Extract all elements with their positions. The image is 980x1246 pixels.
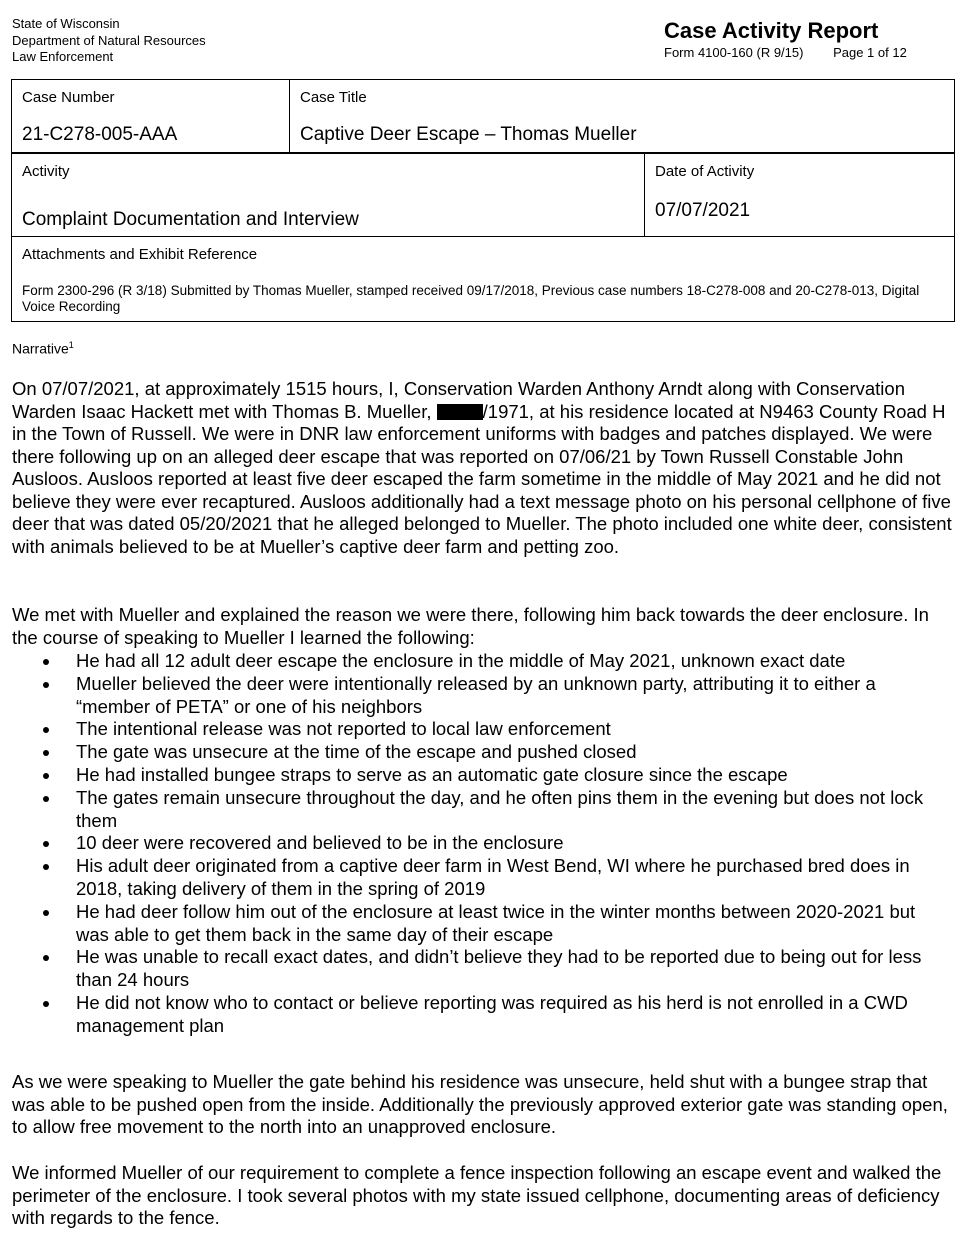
report-title: Case Activity Report [664, 18, 879, 43]
list-item-text: He had all 12 adult deer escape the enclosure in the middle of May 2021, unknown exact date [76, 650, 846, 671]
list-item [12, 764, 952, 787]
attachments-row [11, 236, 955, 322]
narrative-paragraph-2: We met with Mueller and explained the reason we were there, following him back towards the deer enclosure. In the course of speaking to Mueller I learned the following: [12, 604, 929, 648]
list-item-text: Mueller believed the deer were intentionally released by an unknown party, attributing it to either a “member of PETA” or one of his neighbors [76, 672, 876, 717]
bullet-icon [43, 796, 49, 802]
list-item [12, 832, 952, 855]
case-row [11, 79, 955, 153]
list-item [12, 855, 952, 901]
date-of-activity-label: Date of Activity [655, 163, 755, 180]
list-item [12, 901, 952, 947]
date-of-activity-value: 07/07/2021 [655, 200, 751, 221]
narrative-label-text: Narrative [12, 340, 69, 357]
list-item [12, 673, 952, 719]
case-title-value: Captive Deer Escape – Thomas Mueller [300, 124, 637, 145]
agency-line-department: Department of Natural Resources [12, 32, 206, 48]
bullet-icon [43, 682, 49, 688]
narrative-p1-part-1: On 07/07/2021, at approximately 1515 hours, I, Conservation Warden Anthony Arndt along with Conservation Warden Isaac Hackett met with Thomas B. Mueller, [12, 378, 905, 422]
narrative-label [12, 340, 74, 357]
list-item-text: 10 deer were recovered and believed to be in the enclosure [76, 832, 564, 854]
list-item-text: He had installed bungee straps to serve as an automatic gate closure since the escape [76, 763, 788, 785]
list-item [12, 992, 952, 1038]
list-item-text: He was unable to recall exact dates, and didn’t believe they had to be reported due to being out for less than 24 hours [76, 946, 922, 991]
case-number-value: 21-C278-005-AAA [22, 124, 178, 145]
page-number: Page 1 of 12 [833, 45, 907, 60]
narrative-p1-part-2: /1971, at his residence located at N9463 County Road H in the Town of Russell. We were in DNR law enforcement uniforms with badges and patches displayed. We were there following up on an alleged deer escape that was reported on 07/06/21 by Town Russell Constable John Ausloos. Ausloos reported at least five deer escaped the farm sometime in the middle of May 2021 and he did not believe they were ever recaptured. Ausloos additionally had a text message photo on his personal cellphone of five deer that was dated 05/20/2021 that he alleged belonged to Mueller. The photo included one white deer, consistent with animals believed to be at Mueller’s captive deer farm and petting zoo. [12, 400, 952, 557]
list-item-text: The gates remain unsecure throughout the day, and he often pins them in the evening but does not lock them [76, 786, 924, 831]
list-item [12, 718, 952, 741]
bullet-icon [43, 864, 49, 870]
list-item [12, 787, 952, 833]
list-item [12, 946, 952, 992]
attachments-text: Form 2300-296 (R 3/18) Submitted by Thomas Mueller, stamped received 09/17/2018, Previous case numbers 18-C278-008 and 20-C278-013, Digital Voice Recording [22, 283, 920, 314]
agency-line-state: State of Wisconsin [12, 16, 120, 31]
activity-row [11, 153, 955, 237]
list-item-text: He had deer follow him out of the enclosure at least twice in the winter months between 2020-2021 but was able to get them back in the same day of their escape [76, 900, 916, 945]
interview-findings-list [12, 650, 952, 1038]
bullet-icon [43, 1001, 49, 1007]
narrative-paragraph-4: We informed Mueller of our requirement to complete a fence inspection following an escape event and walked the perimeter of the enclosure. I took several photos with my state issued cellphone, documenting areas of deficiency with regards to the fence. [12, 1162, 942, 1228]
bullet-icon [43, 773, 49, 779]
bullet-icon [43, 955, 49, 961]
case-number-label: Case Number [22, 89, 115, 106]
list-item [12, 650, 952, 673]
agency-header [12, 16, 206, 66]
activity-label: Activity [22, 163, 70, 180]
bullet-icon [43, 841, 49, 847]
attachments-label: Attachments and Exhibit Reference [22, 246, 258, 263]
list-item-text: The intentional release was not reported to local law enforcement [76, 718, 611, 740]
redaction-box [437, 404, 483, 420]
bullet-icon [43, 750, 49, 756]
activity-value: Complaint Documentation and Interview [22, 209, 359, 230]
case-title-label: Case Title [300, 89, 367, 106]
bullet-icon [43, 910, 49, 916]
bullet-icon [43, 659, 49, 665]
list-item-text: His adult deer originated from a captive deer farm in West Bend, WI where he purchased bred does in 2018, taking delivery of them in the spring of 2019 [76, 855, 910, 899]
agency-line-division: Law Enforcement [12, 49, 114, 64]
narrative-paragraph-1 [12, 378, 957, 558]
case-row-divider [289, 80, 290, 152]
narrative-paragraph-3: As we were speaking to Mueller the gate behind his residence was unsecure, held shut with a bungee strap that was able to be pushed open from the inside. Additionally the previously approved exterior gate was standing open, to allow free movement to the north into an unapproved enclosure. [12, 1071, 948, 1137]
bullet-icon [43, 727, 49, 733]
activity-row-divider [644, 154, 645, 236]
form-number: Form 4100-160 (R 9/15) [664, 45, 804, 60]
form-info [664, 45, 907, 60]
narrative-footnote-marker: 1 [68, 340, 74, 350]
list-item-text: He did not know who to contact or believe reporting was required as his herd is not enrolled in a CWD management plan [76, 991, 908, 1036]
list-item [12, 741, 952, 764]
list-item-text: The gate was unsecure at the time of the escape and pushed closed [76, 741, 637, 763]
